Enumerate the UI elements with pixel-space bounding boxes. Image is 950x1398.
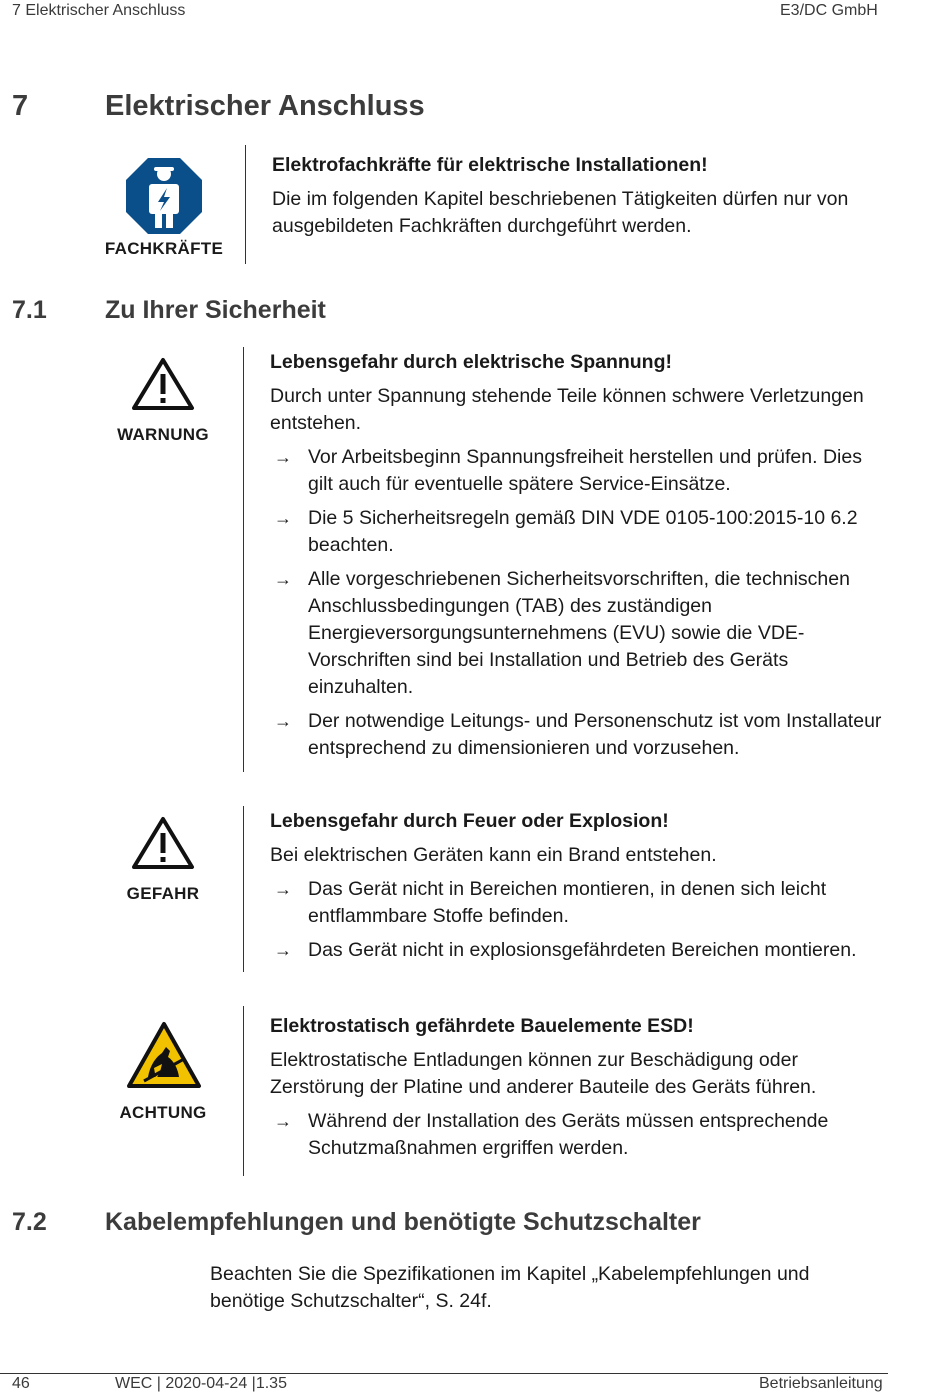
warning-triangle-icon xyxy=(131,357,195,411)
list-item xyxy=(270,505,890,559)
esd-warning-icon xyxy=(126,1021,202,1089)
danger-label: GEFAHR xyxy=(126,884,200,903)
arrow-right-icon: → xyxy=(274,879,292,899)
qualified-title: Elektrofachkräfte für elektrische Installationen! xyxy=(272,154,708,176)
list-item-text: Alle vorgeschriebenen Sicherheitsvorschriften, die technischen Anschlussbedingungen (TAB) des zuständigen Energieversorgungsunternehmens (EVU) sowie die VDE-Vorschriften sind bei Installation und Betrieb des Geräts einzuhalten. xyxy=(308,568,850,698)
arrow-right-icon: → xyxy=(274,447,292,467)
qualified-label: FACHKRÄFTE xyxy=(104,239,224,258)
list-item-text: Das Gerät nicht in explosionsgefährdeten Bereichen montieren. xyxy=(308,939,857,961)
footer-rule xyxy=(0,1373,888,1374)
list-item xyxy=(270,1108,890,1162)
arrow-right-icon: → xyxy=(274,508,292,528)
danger-triangle-icon xyxy=(131,816,195,870)
caution-label: ACHTUNG xyxy=(119,1103,207,1122)
list-item-text: Der notwendige Leitungs- und Personenschutz ist vom Installateur entsprechend zu dimensionieren und vorzusehen. xyxy=(308,710,882,759)
arrow-right-icon: → xyxy=(274,711,292,731)
list-item xyxy=(270,937,890,964)
danger-text: Bei elektrischen Geräten kann ein Brand entstehen. xyxy=(270,844,717,866)
caution-title: Elektrostatisch gefährdete Bauelemente ESD! xyxy=(270,1015,694,1037)
danger-divider xyxy=(243,806,244,972)
list-item xyxy=(270,566,890,701)
header-chapter: 7 Elektrischer Anschluss xyxy=(12,2,186,19)
chapter-number: 7 xyxy=(12,90,29,122)
page-number: 46 xyxy=(12,1375,30,1392)
qualified-text: Die im folgenden Kapitel beschriebenen Tätigkeiten dürfen nur von ausgebildeten Fachkräften durchgeführt werden. xyxy=(272,188,849,237)
footer-doc-type: Betriebsanleitung xyxy=(759,1375,883,1392)
warning-notice xyxy=(270,349,890,762)
warning-text: Durch unter Spannung stehende Teile können schwere Verletzungen entstehen. xyxy=(270,385,864,434)
list-item xyxy=(270,444,890,498)
warning-label: WARNUNG xyxy=(117,425,209,444)
caution-notice xyxy=(270,1013,890,1162)
danger-notice xyxy=(270,808,890,964)
list-item-text: Die 5 Sicherheitsregeln gemäß DIN VDE 0105-100:2015-10 6.2 beachten. xyxy=(308,507,858,556)
section-number: 7.2 xyxy=(12,1208,47,1236)
danger-title: Lebensgefahr durch Feuer oder Explosion! xyxy=(270,810,669,832)
arrow-right-icon: → xyxy=(274,940,292,960)
section-number: 7.1 xyxy=(12,296,47,324)
arrow-right-icon: → xyxy=(274,569,292,589)
section-title: Kabelempfehlungen und benötigte Schutzschalter xyxy=(105,1208,701,1236)
notice-divider xyxy=(245,145,246,264)
arrow-right-icon: → xyxy=(274,1111,292,1131)
caution-divider xyxy=(243,1006,244,1176)
footer-doc-info: WEC | 2020-04-24 |1.35 xyxy=(115,1375,287,1392)
list-item-text: Vor Arbeitsbeginn Spannungsfreiheit herstellen und prüfen. Dies gilt auch für eventuelle spätere Service-Einsätze. xyxy=(308,446,862,495)
header-company: E3/DC GmbH xyxy=(780,2,878,19)
list-item xyxy=(270,708,890,762)
warning-title: Lebensgefahr durch elektrische Spannung! xyxy=(270,351,672,373)
qualified-notice xyxy=(272,152,912,240)
caution-text: Elektrostatische Entladungen können zur Beschädigung oder Zerstörung der Platine und anderer Bauteile des Geräts führen. xyxy=(270,1049,817,1098)
list-item-text: Während der Installation des Geräts müssen entsprechende Schutzmaßnahmen ergriffen werden. xyxy=(308,1110,829,1159)
chapter-title: Elektrischer Anschluss xyxy=(105,90,425,122)
section-title: Zu Ihrer Sicherheit xyxy=(105,296,326,324)
list-item-text: Das Gerät nicht in Bereichen montieren, in denen sich leicht entflammbare Stoffe befinden. xyxy=(308,878,827,927)
qualified-personnel-icon xyxy=(125,157,203,235)
list-item xyxy=(270,876,890,930)
section-paragraph: Beachten Sie die Spezifikationen im Kapitel „Kabelempfehlungen und benötige Schutzschalter“, S. 24f. xyxy=(210,1263,810,1312)
warning-divider xyxy=(243,347,244,772)
